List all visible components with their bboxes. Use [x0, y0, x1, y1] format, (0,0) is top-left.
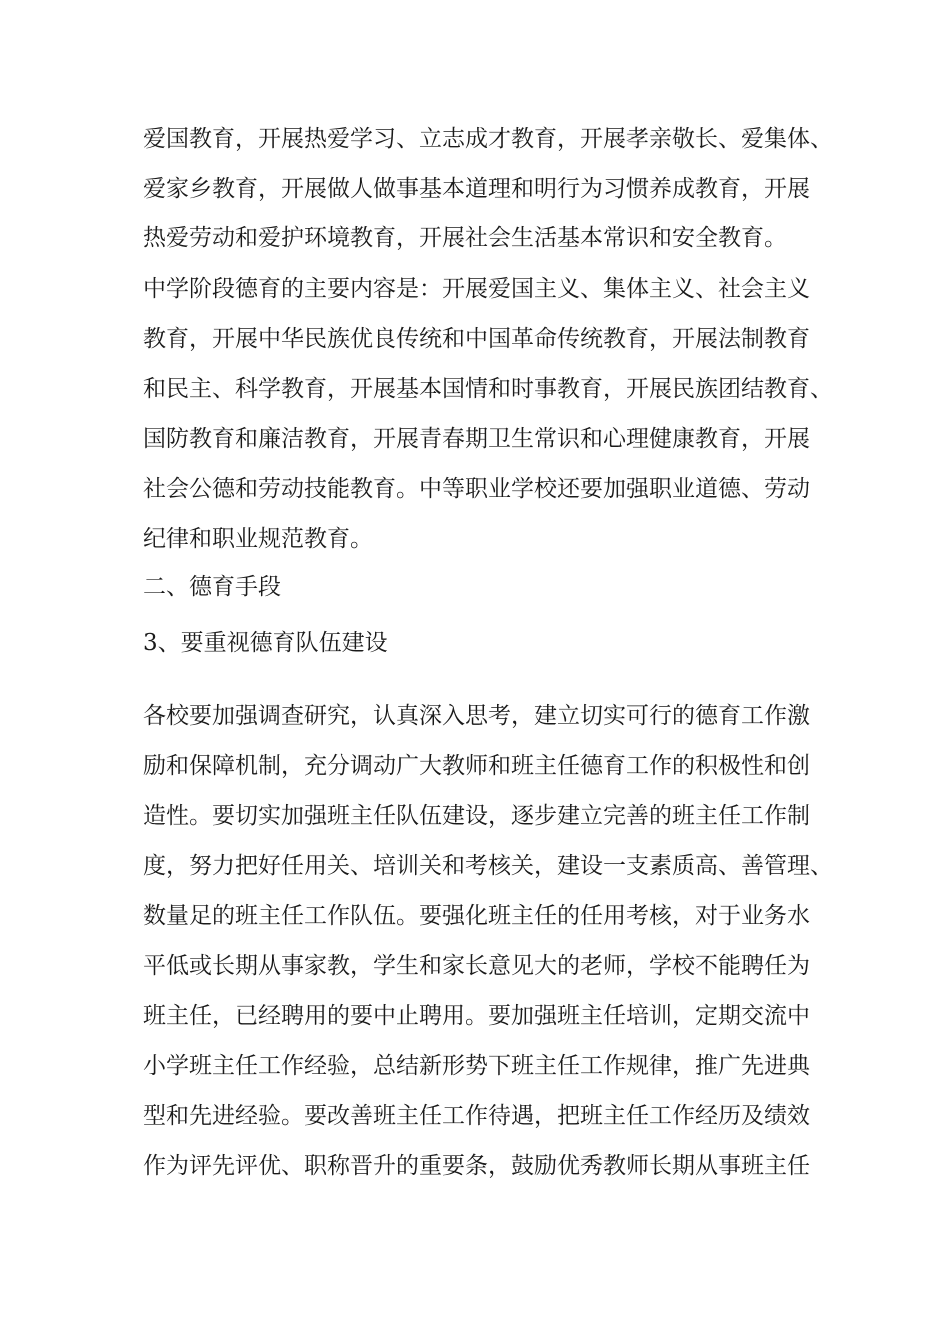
- text-line: 小学班主任工作经验，总结新形势下班主任工作规律，推广先进典: [143, 1053, 810, 1079]
- text-line: 中学阶段德育的主要内容是：开展爱国主义、集体主义、社会主义: [143, 276, 810, 302]
- text-line: 社会公德和劳动技能教育。中等职业学校还要加强职业道德、劳动: [143, 476, 810, 502]
- text-line: 度，努力把好任用关、培训关和考核关，建设一支素质高、善管理、: [143, 853, 833, 879]
- text-line: 数量足的班主任工作队伍。要强化班主任的任用考核，对于业务水: [143, 903, 810, 929]
- text-line: 造性。要切实加强班主任队伍建设，逐步建立完善的班主任工作制: [143, 803, 810, 829]
- section-heading: 二、德育手段: [143, 574, 281, 600]
- text-line: 作为评先评优、职称晋升的重要条，鼓励优秀教师长期从事班主任: [143, 1153, 810, 1179]
- text-line: 纪律和职业规范教育。: [143, 526, 373, 552]
- text-line: 和民主、科学教育，开展基本国情和时事教育，开展民族团结教育、: [143, 376, 833, 402]
- text-line: 热爱劳动和爱护环境教育，开展社会生活基本常识和安全教育。: [143, 225, 787, 251]
- text-line: 爱家乡教育，开展做人做事基本道理和明行为习惯养成教育，开展: [143, 176, 810, 202]
- text-line: 教育，开展中华民族优良传统和中国革命传统教育，开展法制教育: [143, 326, 810, 352]
- text-line: 励和保障机制，充分调动广大教师和班主任德育工作的积极性和创: [143, 753, 810, 779]
- text-line: 各校要加强调查研究，认真深入思考，建立切实可行的德育工作激: [143, 703, 810, 729]
- text-line: 班主任，已经聘用的要中止聘用。要加强班主任培训，定期交流中: [143, 1003, 810, 1029]
- text-line: 平低或长期从事家教，学生和家长意见大的老师，学校不能聘任为: [143, 953, 810, 979]
- subsection-heading: 3、要重视德育队伍建设: [143, 630, 388, 656]
- text-line: 型和先进经验。要改善班主任工作待遇，把班主任工作经历及绩效: [143, 1103, 810, 1129]
- text-line: 爱国教育，开展热爱学习、立志成才教育，开展孝亲敬长、爱集体、: [143, 126, 833, 152]
- text-line: 国防教育和廉洁教育，开展青春期卫生常识和心理健康教育，开展: [143, 426, 810, 452]
